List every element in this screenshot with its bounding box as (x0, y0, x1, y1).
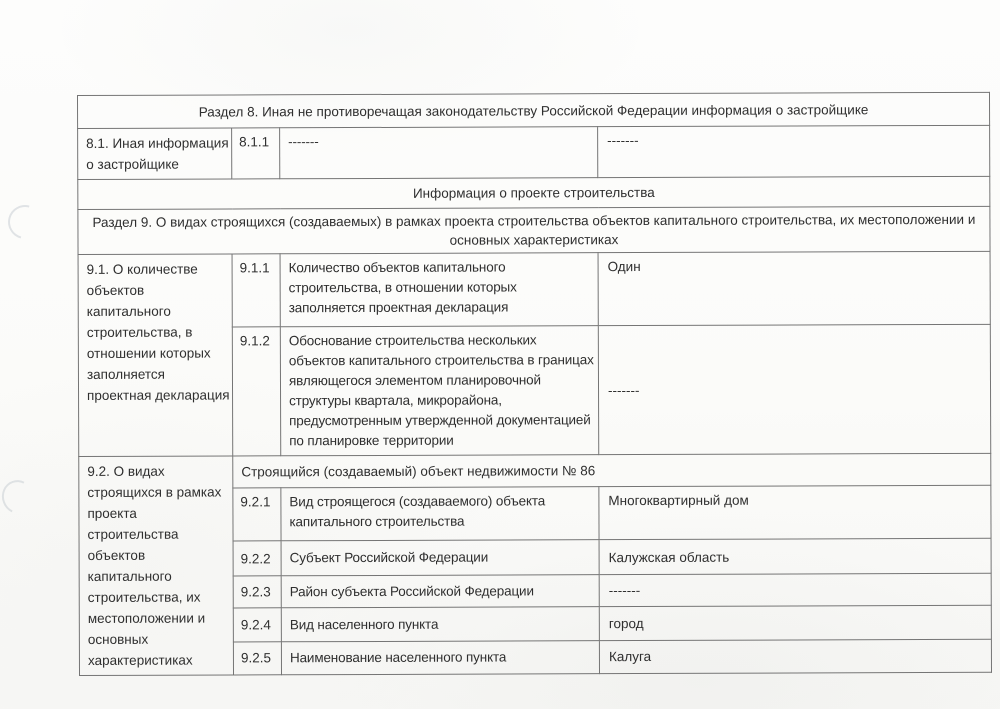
row-9-2-2-value: Калужская область (599, 538, 991, 575)
declaration-table-wrap (77, 92, 991, 676)
row-9-2-1-value: Многоквартирный дом (599, 486, 991, 540)
row-8-1-1-value: ------- (598, 125, 990, 177)
section8-title: Раздел 8. Иная не противоречащая законодательству Российской Федерации информация о застройщике (77, 92, 989, 128)
section8-header-row (77, 92, 989, 128)
section9-title: Раздел 9. О видах строящихся (создаваемых) в рамках проекта строительства объектов капитального строительства, их местоположении и основных характеристиках (78, 206, 990, 254)
row-9-1-2-value: ------- (598, 324, 990, 454)
section9-header-row (78, 206, 990, 254)
project-declaration-table (77, 92, 992, 676)
scan-ring-artifact (0, 476, 39, 519)
row-9-2-5-value: Калуга (599, 639, 991, 674)
row-9-2-4-number: 9.2.4 (233, 608, 281, 641)
row-8-1-1 (78, 125, 990, 179)
object-band-title: Строящийся (создаваемый) объект недвижимости № 86 (233, 453, 991, 488)
row-9-2-1-number: 9.2.1 (233, 488, 281, 541)
row-8-1-1-description: ------- (280, 127, 598, 179)
info-band-row (78, 176, 990, 209)
row-9-2-3-value: ------- (599, 574, 991, 608)
group-9-1-label: 9.1. О количестве объектов капитального строительства, в отношении которых заполняется проектная декларация (78, 254, 233, 457)
row-9-2-3-description: Район субъекта Российской Федерации (281, 575, 599, 608)
row-9-2-4-value: город (599, 606, 991, 641)
group-9-2-label: 9.2. О видах строящихся в рамках проекта строительства объектов капитального строительства, их местоположении и основных характеристиках (79, 456, 234, 676)
object-band-row (79, 453, 991, 488)
scan-ring-artifact (2, 199, 48, 245)
row-9-2-2-number: 9.2.2 (233, 541, 281, 577)
row-9-1-1-number: 9.1.1 (232, 254, 280, 327)
group-8-1-label: 8.1. Иная информация о застройщике (78, 128, 232, 180)
row-9-1-2-description: Обоснование строительства нескольких объектов капитального строительства в границах являющегося элементом планировочной структуры квартала, микрорайона, предусмотренным утвержденной документацией по планировке территории (280, 326, 598, 456)
row-9-2-4-description: Вид населенного пункта (281, 607, 599, 641)
row-9-2-5-description: Наименование населенного пункта (281, 640, 599, 674)
row-9-1-1-value: Один (598, 251, 990, 325)
info-band-title: Информация о проекте строительства (78, 176, 990, 209)
row-9-2-3-number: 9.2.3 (233, 576, 281, 608)
row-9-2-1-description: Вид строящегося (создаваемого) объекта капитального строительства (281, 487, 599, 541)
row-9-2-5-number: 9.2.5 (233, 641, 281, 674)
row-9-2-2-description: Субъект Российской Федерации (281, 539, 599, 576)
row-9-1-2-number: 9.1.2 (232, 327, 280, 456)
row-9-1-1-description: Количество объектов капитального строительства, в отношении которых заполняется проектная декларация (280, 253, 598, 327)
row-8-1-1-number: 8.1.1 (232, 128, 280, 179)
row-9-1-1 (78, 251, 990, 327)
